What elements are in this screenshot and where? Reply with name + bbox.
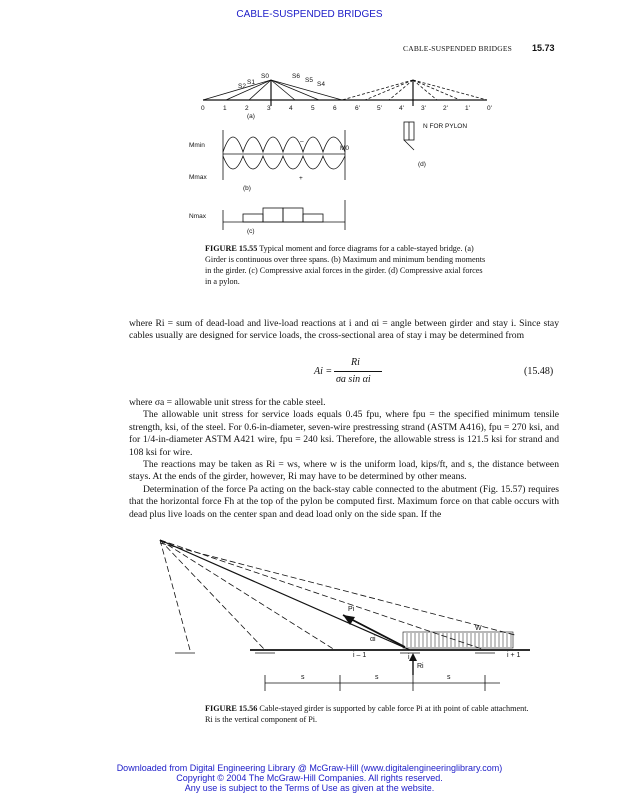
top-title: CABLE-SUSPENDED BRIDGES (236, 9, 383, 20)
figure-15-55-caption (205, 243, 490, 287)
axial-block (283, 208, 303, 222)
label-minus: – (300, 138, 304, 145)
eq-denominator: σa sin αi (336, 374, 371, 385)
label-s2: S2 (238, 83, 246, 90)
point-label: 5 (311, 105, 315, 112)
figure-15-56 (155, 535, 535, 695)
paragraph-4: The reactions may be taken as Ri = ws, where w is the uniform load, kips/ft, and s, the distance between stays. At the ends of the girder, however, Ri may have to be determined by other means. (129, 459, 559, 483)
paragraph-1 (129, 318, 559, 343)
point-label: 5' (377, 105, 382, 112)
point-label: 6' (355, 105, 360, 112)
label-i-minus-1: i – 1 (353, 652, 367, 659)
label-m-min: Mmin (189, 142, 205, 149)
label-d: (d) (418, 161, 426, 168)
figure-15-56-caption (205, 703, 535, 725)
eq-fraction-bar (334, 371, 382, 372)
label-w: W (475, 625, 482, 632)
m-min-curve (223, 137, 345, 152)
label-ri: Ri (417, 663, 424, 670)
label-i-plus-1: i + 1 (507, 652, 521, 659)
point-label: 0' (487, 105, 492, 112)
axial-block (303, 214, 323, 222)
figure-15-55-text: Typical moment and force diagrams for a cable-stayed bridge. (a) Girder is continuous over three spans. (b) Maximum and minimum bending moments in the girder. (c) Compressive axial forces in the girder. (d) Compressive axial forces in a pylon. (205, 244, 486, 286)
label-i: i (408, 654, 410, 661)
paragraph-3: The allowable unit stress for service loads equals 0.45 fpu, where fpu = the specified minimum tensile strength, ksi, of the steel. For 0.6-in-diameter, seven-wire prestressing strand (ASTM A416), fpu = 270 ksi, and for 1/4-in-diameter ASTM A421 wire, fpu = 240 ksi. Therefore, the allowable stress is 121.5 ksi for strand and 108 ksi for wire. (129, 409, 559, 458)
label-s0: S0 (261, 73, 269, 80)
eq-number: (15.48) (524, 366, 554, 377)
footer-line-3[interactable]: Any use is subject to the Terms of Use as given at the website. (184, 783, 435, 793)
footer (0, 763, 619, 793)
point-label: 2 (245, 105, 249, 112)
paragraph-2: where σa = allowable unit stress for the cable steel. (129, 397, 326, 408)
label-b: (b) (243, 185, 251, 192)
label-s: s (301, 674, 305, 681)
m-max-curve (223, 156, 345, 169)
footer-line-1[interactable]: Downloaded from Digital Engineering Library @ McGraw-Hill (www.digitalengineeringlibrary.com) (116, 763, 503, 773)
label-s1: S1 (247, 79, 255, 86)
label-n-for-pylon: N FOR PYLON (423, 123, 468, 130)
axial-block (243, 214, 263, 222)
label-pi: Pi (348, 606, 355, 613)
point-label: 3' (421, 105, 426, 112)
paragraph-5: Determination of the force Pa acting on the back-stay cable connected to the abutment (Fig. 15.57) requires that the horizontal force Fh at the top of the pylon be computed first. Maximum force on that cable occurs with dead plus live loads on the center span and dead load only on the side span. If the (129, 483, 559, 520)
label-m0: M0 (340, 145, 350, 152)
point-label: 1 (223, 105, 227, 112)
label-s: s (375, 674, 379, 681)
point-label: 4 (289, 105, 293, 112)
point-label: 2' (443, 105, 448, 112)
page-number: 15.73 (532, 43, 555, 53)
figure-15-55 (189, 70, 495, 240)
equation-15-48 (0, 356, 619, 396)
body-text (129, 397, 559, 521)
running-head: CABLE-SUSPENDED BRIDGES (403, 44, 512, 53)
label-s6: S6 (292, 73, 300, 80)
eq-numerator: Ri (351, 357, 360, 368)
figure-15-56-label: FIGURE 15.56 (205, 704, 258, 713)
label-plus: + (299, 175, 303, 182)
footer-line-2: Copyright © 2004 The McGraw-Hill Companies. All rights reserved. (176, 773, 443, 783)
paragraph-1-text: where Ri = sum of dead-load and live-load reactions at i and αi = angle between girder and stay i. Since stay cables usually are designed for service loads, the cross-sectional area of stay i may be determined from (129, 318, 559, 342)
label-s5: S5 (305, 77, 313, 84)
point-label: 1' (465, 105, 470, 112)
point-label: 6 (333, 105, 337, 112)
eq-lhs: Ai = (314, 366, 333, 377)
label-c: (c) (247, 228, 255, 235)
label-s4: S4 (317, 81, 325, 88)
figure-15-55-label: FIGURE 15.55 (205, 244, 258, 253)
figure-15-56-text: Cable-stayed girder is supported by cable force Pi at ith point of cable attachment. Ri is the vertical component of Pi. (205, 704, 529, 724)
point-label: 4' (399, 105, 404, 112)
label-m-max: Mmax (189, 174, 207, 181)
cable-fan (160, 540, 515, 650)
point-label: 0 (201, 105, 205, 112)
label-n-max: Nmax (189, 213, 206, 220)
axial-block (263, 208, 283, 222)
label-alpha: αi (370, 636, 376, 643)
right-stays (342, 80, 487, 100)
label-a: (a) (247, 113, 255, 120)
point-label: 3 (267, 105, 271, 112)
uniform-load-w (403, 632, 513, 648)
label-s: s (447, 674, 451, 681)
